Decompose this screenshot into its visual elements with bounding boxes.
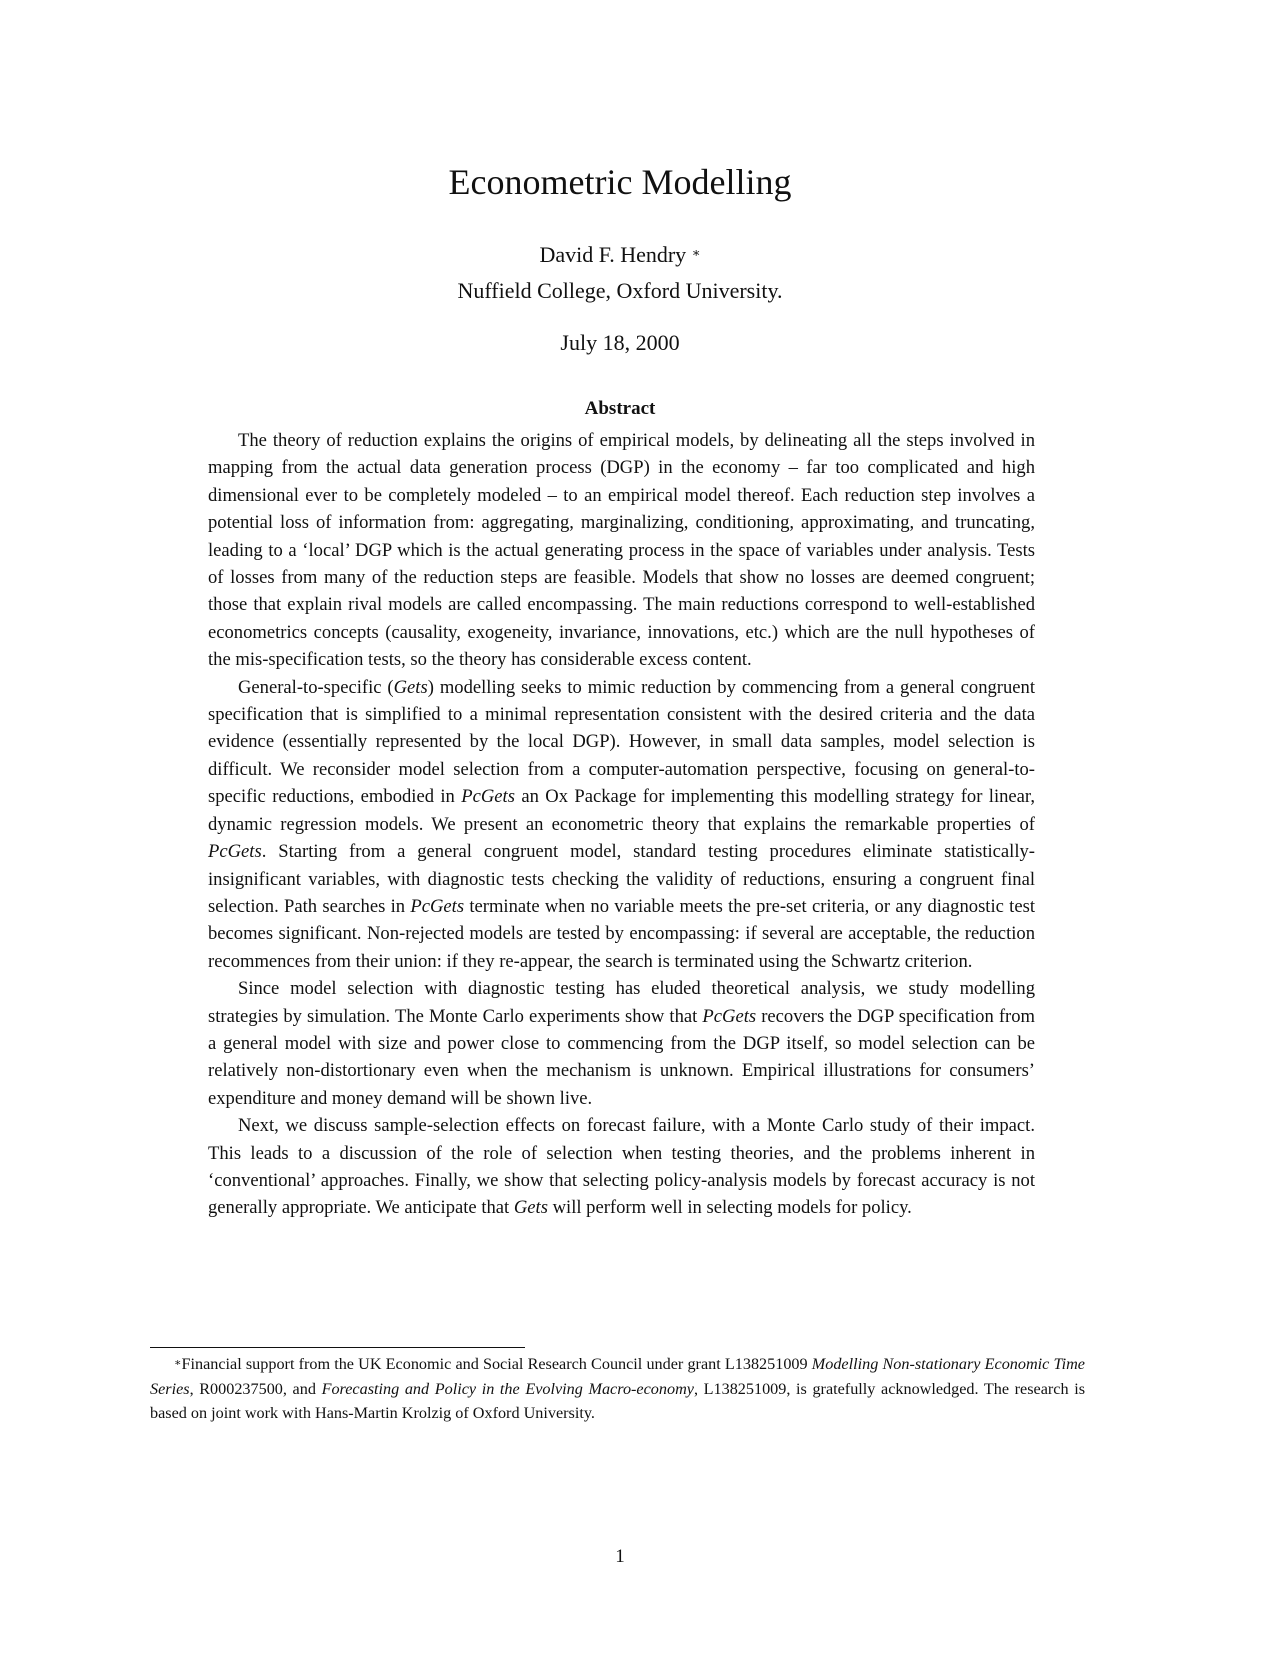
author-line [0,240,1240,270]
abstract-body [208,427,1035,1222]
paper-title: Econometric Modelling [448,162,792,202]
page-number: 1 [615,1546,625,1567]
abstract-heading: Abstract [584,398,656,419]
footnote-mark: ∗ [174,1357,182,1369]
grant-title: Forecasting and Policy in the Evolving Macro-economy [321,1379,694,1398]
pcgets-term: PcGets [461,786,515,808]
author-name: David F. Hendry [539,242,687,267]
author-footnote-mark: ∗ [691,245,701,260]
footnote-divider [150,1347,525,1348]
footnote [150,1352,1085,1426]
pcgets-term: PcGets [410,895,465,917]
abstract-paragraph-2: General-to-specific (Gets) modelling seeks to mimic reduction by commencing from a general congruent specification that is simplified to a minimal representation consistent with the desired criteria and the data evidence (essentially represented by the local DGP). However, in small data samples, model selection is difficult. We reconsider model selection from a computer-automation perspective, focusing on general-to-specific reductions, embodied in PcGets an Ox Package for implementing this modelling strategy for linear, dynamic regression models. We present an econometric theory that explains the remarkable properties of PcGets. Starting from a general congruent model, standard testing procedures eliminate statistically-insignificant variables, with diagnostic tests checking the validity of reductions, ensuring a congruent final selection. Path searches in PcGets terminate when no variable meets the pre-set criteria, or any diagnostic test becomes significant. Non-rejected models are tested by encompassing: if several are acceptable, the reduction recommences from their union: if they re-appear, the search is terminated using the Schwartz criterion. [208,676,1036,972]
affiliation: Nuffield College, Oxford University. [457,278,783,303]
gets-term: Gets [393,676,428,698]
pcgets-term: PcGets [702,1005,757,1027]
grant-title: Modelling Non-stationary Economic Time Series [150,1355,1085,1398]
abstract-paragraph-1: The theory of reduction explains the origins of empirical models, by delineating all the steps involved in mapping from the actual data generation process (DGP) in the economy – far too complicated and high dimensional ever to be completely modeled – to an empirical model thereof. Each reduction step involves a potential loss of information from: aggregating, marginalizing, conditioning, approximating, and truncating, leading to a ‘local’ DGP which is the actual generating process in the space of variables under analysis. Tests of losses from many of the reduction steps are feasible. Models that show no losses are deemed congruent; those that explain rival models are called encompassing. The main reductions correspond to well-established econometrics concepts (causality, exogeneity, invariance, innovations, etc.) which are the null hypotheses of the mis-specification tests, so the theory has considerable excess content. [208,430,1035,671]
pcgets-term: PcGets [208,841,262,863]
abstract-paragraph-3: Since model selection with diagnostic testing has eluded theoretical analysis, we study modelling strategies by simulation. The Monte Carlo experiments show that PcGets recovers the DGP specification from a general model with size and power close to commencing from the DGP itself, so model selection can be relatively non-distortionary even when the mechanism is unknown. Empirical illustrations for consumers’ expenditure and money demand will be shown live. [208,978,1035,1109]
publication-date: July 18, 2000 [560,330,680,355]
abstract-paragraph-4: Next, we discuss sample-selection effects on forecast failure, with a Monte Carlo study of their impact. This leads to a discussion of the role of selection when testing theories, and the problems inherent in ‘conventional’ approaches. Finally, we show that selecting policy-analysis models by forecast accuracy is not generally appropriate. We anticipate that Gets will perform well in selecting models for policy. [208,1115,1035,1219]
footnote-text: ∗Financial support from the UK Economic and Social Research Council under grant L138251009 Modelling Non-stationary Economic Time Series, R000237500, and Forecasting and Policy in the Evolving Macro-economy, L138251009, is gratefully acknowledged. The research is based on joint work with Hans-Martin Krolzig of Oxford University. [150,1355,1086,1422]
gets-term: Gets [513,1197,548,1219]
